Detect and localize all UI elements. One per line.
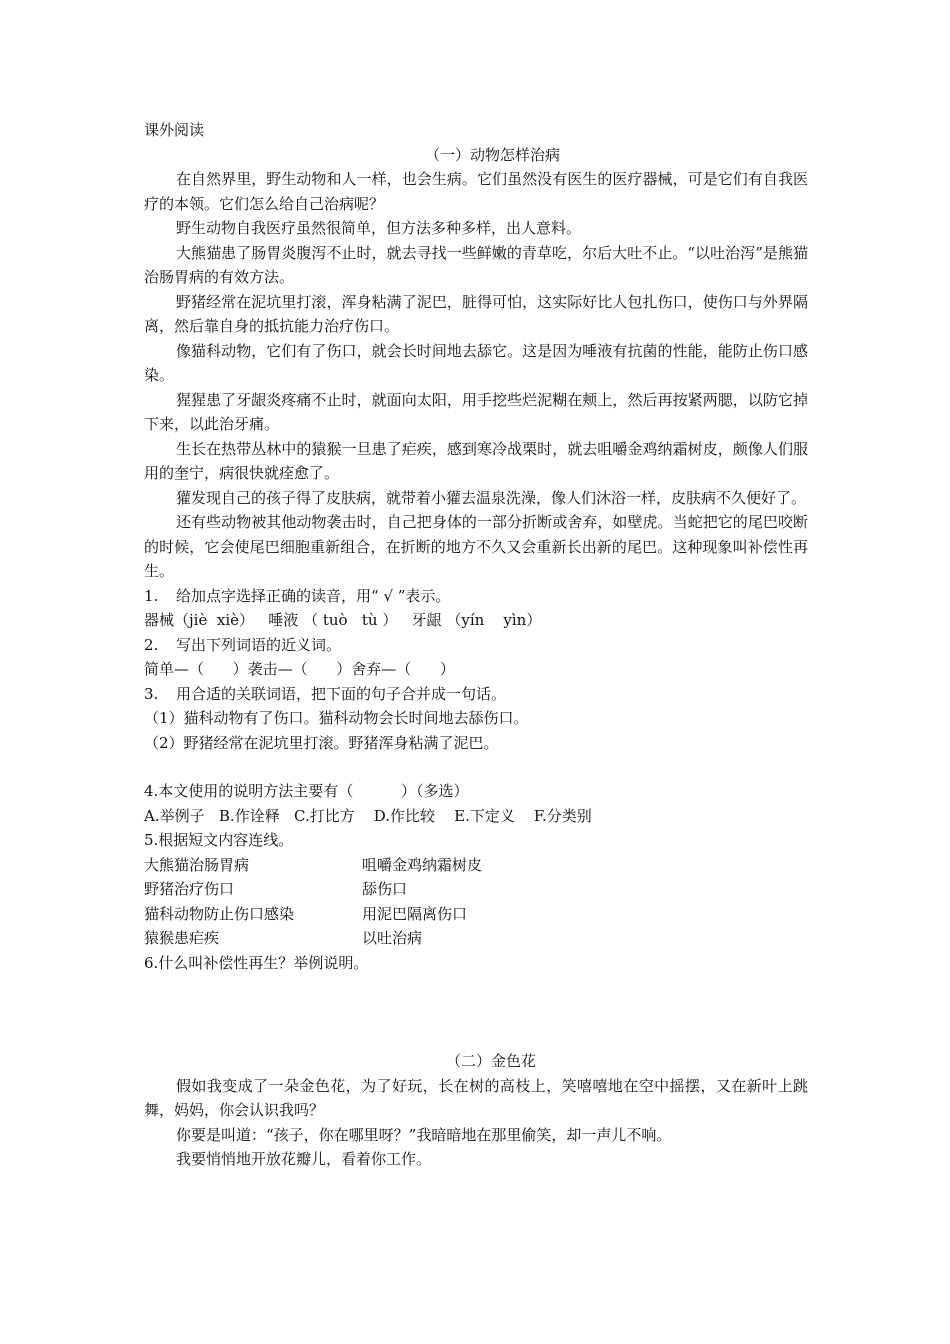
paragraph: 生长在热带丛林中的猿猴一旦患了疟疾，感到寒冷战栗时，就去咀嚼金鸡纳霜树皮，颇像人们服用的奎宁，病很快就痊愈了。	[144, 439, 808, 482]
paragraph: 猩猩患了牙龈炎疼痛不止时，就面向太阳，用手挖些烂泥糊在颊上，然后再按紧两腮，以防它掉下来，以此治牙痛。	[144, 390, 808, 433]
answer-space	[144, 975, 808, 1049]
paragraph: 还有些动物被其他动物袭击时，自己把身体的一部分折断或舍弃，如壁虎。当蛇把它的尾巴咬断的时候，它会使尾巴细胞重新组合，在折断的地方不久又会重新长出新的尾巴。这种现象叫补偿性再生。	[144, 513, 808, 580]
header-label: 课外阅读	[144, 121, 205, 139]
question-1-number: 1.	[144, 586, 159, 605]
question-2-text: 写出下列词语的近义词。	[176, 635, 342, 654]
match-left: 猿猴患疟疾	[144, 929, 220, 947]
match-right: 以吐治病	[362, 929, 423, 947]
question-2-items: 简单—（ ）袭击—（ ）舍弃—（ ）	[144, 660, 455, 678]
question-6: 6.什么叫补偿性再生？举例说明。	[144, 953, 369, 972]
match-row	[144, 902, 808, 927]
paragraph: 我要悄悄地开放花瓣儿，看着你工作。	[176, 1150, 432, 1168]
question-3-sentence-2: （2）野猪经常在泥坑里打滚。野猪浑身粘满了泥巴。	[144, 733, 499, 752]
section-1-title: （一）动物怎样治病	[425, 145, 561, 164]
paragraph: 獾发现自己的孩子得了皮肤病，就带着小獾去温泉洗澡，像人们沐浴一样，皮肤病不久便好了。	[176, 488, 807, 507]
paragraph: 大熊猫患了肠胃炎腹泻不止时，就去寻找一些鲜嫩的青草吃，尔后大吐不止。“以吐治泻”是熊猫治肠胃病的有效方法。	[144, 243, 808, 286]
question-3-text: 用合适的关联词语，把下面的句子合并成一句话。	[176, 684, 507, 703]
paragraph: 像猫科动物，它们有了伤口，就会长时间地去舔它。这是因为唾液有抗菌的性能，能防止伤口感染。	[144, 341, 808, 384]
paragraph: 假如我变成了一朵金色花，为了好玩，长在树的高枝上，笑嘻嘻地在空中摇摆，又在新叶上跳舞，妈妈，你会认识我吗？	[144, 1076, 808, 1119]
paragraph: 你要是叫道：“孩子，你在哪里呀？”我暗暗地在那里偷笑，却一声儿不响。	[176, 1125, 672, 1144]
match-row	[144, 853, 808, 878]
answer-space	[144, 755, 808, 779]
question-4-options: A.举例子 B.作诠释 C.打比方 D.作比较 E.下定义 F.分类别	[144, 806, 592, 825]
match-row	[144, 877, 808, 902]
match-right: 用泥巴隔离伤口	[362, 904, 468, 923]
document-page	[144, 118, 808, 1172]
question-2	[144, 633, 808, 658]
match-left: 野猪治疗伤口	[144, 880, 235, 898]
question-3-sentence-1: （1）猫科动物有了伤口。猫科动物会长时间地去舔伤口。	[144, 709, 529, 727]
question-1	[144, 584, 808, 609]
question-2-number: 2.	[144, 635, 159, 654]
match-row	[144, 926, 808, 951]
paragraph: 野猪经常在泥坑里打滚，浑身粘满了泥巴，脏得可怕，这实际好比人包扎伤口，使伤口与外界隔离，然后靠自身的抵抗能力治疗伤口。	[144, 292, 808, 335]
paragraph: 在自然界里，野生动物和人一样，也会生病。它们虽然没有医生的医疗器械，可是它们有自我医疗的本领。它们怎么给自己治病呢？	[144, 170, 808, 213]
match-right: 咀嚼金鸡纳霜树皮	[362, 855, 483, 874]
question-1-options: 器械（jiè xiè） 唾液 （ tuò tù ） 牙龈 （yín yìn）	[144, 611, 542, 629]
paragraph: 野生动物自我医疗虽然很简单，但方法多种多样，出人意料。	[176, 219, 582, 237]
question-1-text: 给加点字选择正确的读音，用“ √ ”表示。	[176, 586, 451, 605]
match-left: 大熊猫治肠胃病	[144, 855, 250, 874]
question-4: 4.本文使用的说明方法主要有（ ）（多选）	[144, 782, 469, 800]
section-2-title: （二）金色花	[446, 1052, 537, 1070]
match-right: 舔伤口	[362, 880, 408, 898]
question-5: 5.根据短文内容连线。	[144, 831, 294, 849]
match-left: 猫科动物防止伤口感染	[144, 904, 295, 923]
question-3-number: 3.	[144, 684, 159, 703]
question-3	[144, 682, 808, 707]
